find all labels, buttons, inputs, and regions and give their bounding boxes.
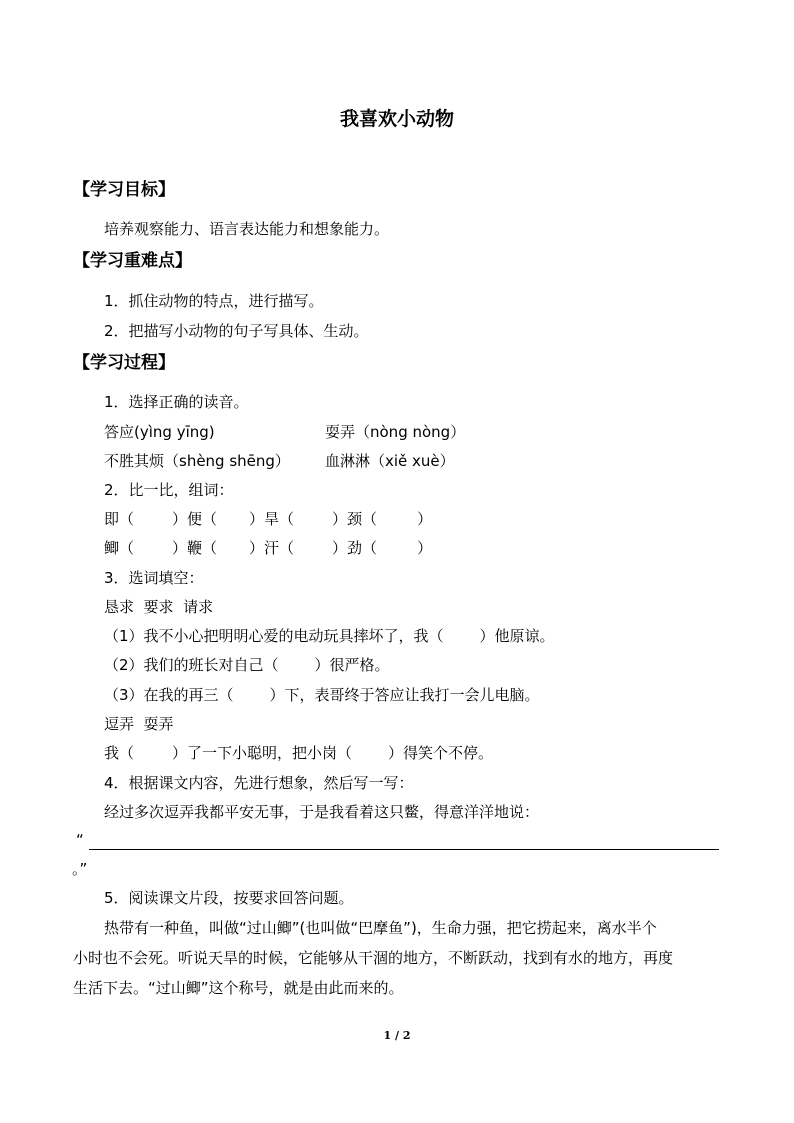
q3-s4-part-a: 我（ xyxy=(104,744,135,762)
q2-r1-c2: ）便（ xyxy=(172,510,218,528)
q2-row-1 xyxy=(104,508,432,530)
q1-pair-1b: 耍弄（nòng nòng） xyxy=(325,423,466,441)
q3-sentence-3 xyxy=(104,684,540,706)
section-heading-key: 【学习重难点】 xyxy=(73,251,192,271)
q2-r2-c2: ）鞭（ xyxy=(172,539,218,557)
q2-row-2 xyxy=(104,537,432,559)
section-heading-process: 【学习过程】 xyxy=(73,353,175,373)
q3-title: 3．选词填空： xyxy=(104,569,204,587)
q2-r2-c3: ）汗（ xyxy=(249,539,295,557)
q3-words-2: 逗弄 耍弄 xyxy=(104,715,174,733)
q3-words-1: 恳求 要求 请求 xyxy=(104,598,214,616)
q3-sentence-2 xyxy=(104,654,390,676)
q4-close-quote: 。” xyxy=(72,860,88,878)
key-item-1: 1．抓住动物的特点，进行描写。 xyxy=(104,292,324,310)
key-item-2: 2．把描写小动物的句子写具体、生动。 xyxy=(104,322,369,340)
q3-s3-part-b: ）下，表哥终于答应让我打一会儿电脑。 xyxy=(269,686,540,704)
page-title: 我喜欢小动物 xyxy=(339,108,454,130)
q1-pair-1a: 答应(yìng yīng) xyxy=(104,423,215,441)
q3-s1-part-a: （1）我不小心把明明心爱的电动玩具摔坏了，我（ xyxy=(104,627,444,645)
q3-s4-part-b: ）了一下小聪明，把小岗（ xyxy=(172,744,353,762)
q5-para-line-2: 小时也不会死。听说天旱的时候，它能够从干涸的地方，不断跃动，找到有水的地方，再度 xyxy=(73,949,674,967)
q3-s1-part-b: ）他原谅。 xyxy=(479,627,555,645)
q3-s2-part-a: （2）我们的班长对自己（ xyxy=(104,656,279,674)
q3-s3-part-a: （3）在我的再三（ xyxy=(104,686,234,704)
page-number: 1 / 2 xyxy=(383,1029,411,1042)
q4-text: 经过多次逗弄我都平安无事，于是我看着这只鳖，得意洋洋地说： xyxy=(104,803,540,821)
q2-r2-c1: 鲫（ xyxy=(104,539,135,557)
q3-s4-part-c: ）得笑个不停。 xyxy=(388,744,494,762)
q3-sentence-4 xyxy=(104,742,493,764)
q2-r2-c4: ）劲（ xyxy=(332,539,378,557)
q2-r1-c4: ）颈（ xyxy=(332,510,378,528)
q2-r1-c5: ） xyxy=(417,510,433,528)
section-heading-goal: 【学习目标】 xyxy=(73,180,175,200)
q4-open-quote: “ xyxy=(76,831,84,849)
q2-r1-c3: ）旱（ xyxy=(249,510,295,528)
q3-s2-part-b: ）很严格。 xyxy=(314,656,390,674)
q5-para-line-1: 热带有一种鱼，叫做“过山鲫”(也叫做“巴摩鱼”)，生命力强，把它捞起来，离水半个 xyxy=(104,919,657,937)
q2-r2-c5: ） xyxy=(417,539,433,557)
q1-title: 1．选择正确的读音。 xyxy=(104,393,249,411)
q5-para-line-3: 生活下去。“过山鲫”这个称号，就是由此而来的。 xyxy=(73,979,404,997)
q3-sentence-1 xyxy=(104,625,555,647)
q2-title: 2．比一比，组词： xyxy=(104,481,234,499)
q2-r1-c1: 即（ xyxy=(104,510,135,528)
q5-title: 5．阅读课文片段，按要求回答问题。 xyxy=(104,889,354,907)
q4-title: 4．根据课文内容，先进行想象，然后写一写： xyxy=(104,774,414,792)
q1-pair-2b: 血淋淋（xiě xuè） xyxy=(325,452,455,470)
goal-text: 培养观察能力、语言表达能力和想象能力。 xyxy=(104,220,390,238)
q1-pair-2a: 不胜其烦（shèng shēng） xyxy=(104,452,290,470)
answer-line xyxy=(89,849,719,850)
